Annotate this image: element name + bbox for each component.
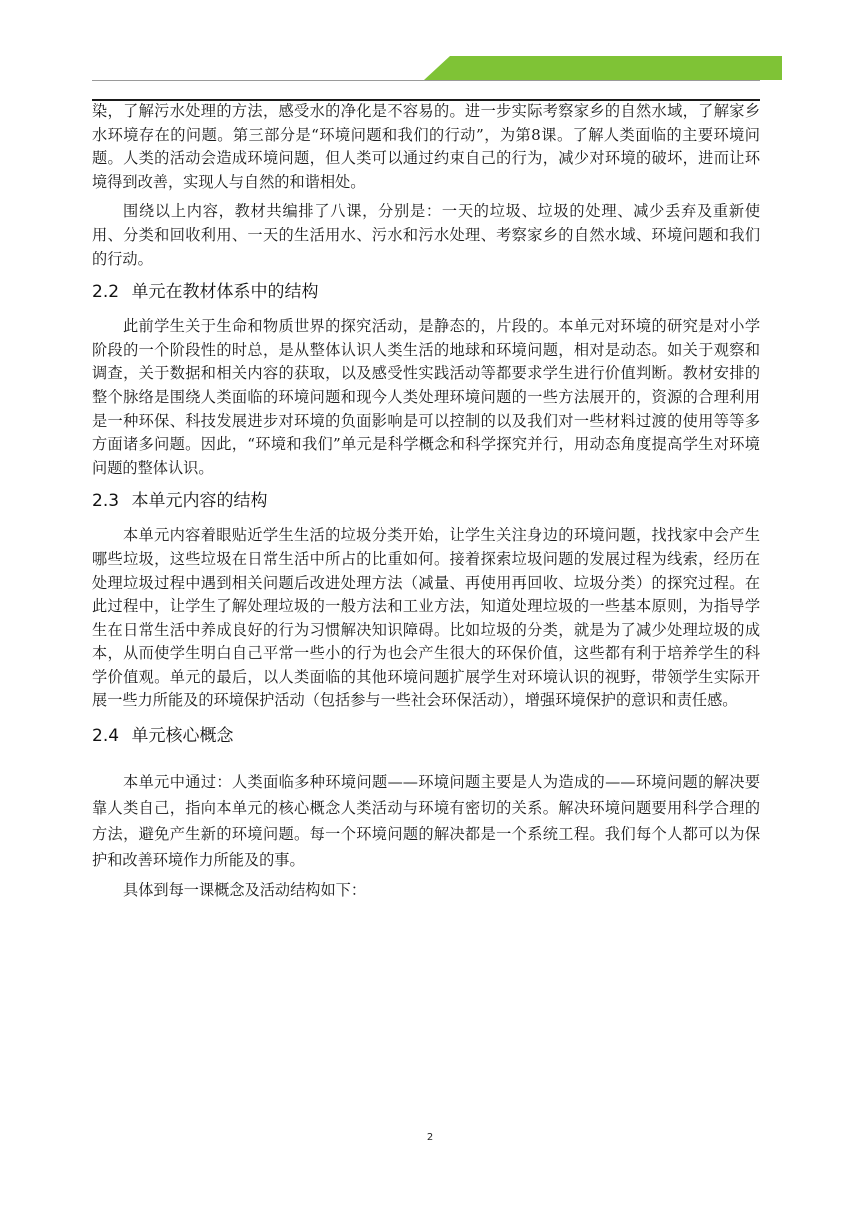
paragraph-lesson-list: 围绕以上内容，教材共编排了八课，分别是：一天的垃圾、垃圾的处理、减少丢弃及重新使用、分类和回收利用、一天的生活用水、污水和污水处理、考察家乡的自然水域、环境问题和我们的行动。 [92, 202, 760, 268]
section-title: 单元核心概念 [131, 726, 234, 747]
paragraph-core-concept: 本单元中通过：人类面临多种环境问题——环境问题主要是人为造成的——环境问题的解决要靠人类自己，指向本单元的核心概念人类活动与环境有密切的关系。解决环境问题要用科学合理的方法，避免产生新的环境问题。每一个环境问题的解决都是一个系统工程。我们每个人都可以为保护和改善环境作力所能及的事。 [92, 773, 760, 870]
paragraph-lesson-intro: 具体到每一课概念及活动结构如下： [123, 881, 366, 900]
page-number: 2 [426, 1132, 434, 1143]
section-title: 单元在教材体系中的结构 [131, 282, 319, 303]
paragraph-content-structure: 本单元内容着眼贴近学生生活的垃圾分类开始，让学生关注身边的环境问题，找找家中会产生哪些垃圾，这些垃圾在日常生活中所占的比重如何。接着探索垃圾问题的发展过程为线索，经历在处理垃圾过程中遇到相关问题后改进处理方法（减量、再使用再回收、垃圾分类）的探究过程。在此过程中，让学生了解处理垃圾的一般方法和工业方法，知道处理垃圾的一些基本原则，为指导学生在日常生活中养成良好的行为习惯解决知识障碍。比如垃圾的分类，就是为了减少处理垃圾的成本，从而使学生明白自己平常一些小的行为也会产生很大的环保价值，这些都有利于培养学生的科学价值观。单元的最后，以人类面临的其他环境问题扩展学生对环境认识的视野，带领学生实际开展一些力所能及的环境保护活动（包括参与一些社会环保活动），增强环境保护的意识和责任感。 [92, 526, 760, 710]
section-number: 2.2 [92, 282, 120, 303]
paragraph-structure: 此前学生关于生命和物质世界的探究活动，是静态的，片段的。本单元对环境的研究是对小学阶段的一个阶段性的时总，是从整体认识人类生活的地球和环境问题，相对是动态。如关于观察和调查，关于数据和相关内容的获取，以及感受性实践活动等都要求学生进行价值判断。教材安排的整个脉络是围绕人类面临的环境问题和现今人类处理环境问题的一些方法展开的，资源的合理利用是一种环保、科技发展进步对环境的负面影响是可以控制的以及我们对一些材料过渡的使用等等多方面诸多问题。因此，“环境和我们”单元是科学概念和科学探究并行，用动态角度提高学生对环境问题的整体认识。 [92, 317, 760, 477]
section-heading-2-3 [92, 490, 760, 512]
header-accent-bar [424, 56, 782, 80]
section-heading-2-4 [92, 725, 760, 747]
section-number: 2.3 [92, 491, 120, 512]
section-title: 本单元内容的结构 [131, 491, 268, 512]
paragraph-continued: 染，了解污水处理的方法，感受水的净化是不容易的。进一步实际考察家乡的自然水域，了解家乡水环境存在的问题。第三部分是“环境问题和我们的行动”，为第8课。了解人类面临的主要环境问题。人类的活动会造成环境问题，但人类可以通过约束自己的行为，减少对环境的破坏，进而让环境得到改善，实现人与自然的和谐相处。 [92, 102, 760, 191]
header-line [92, 80, 760, 81]
document-body [92, 100, 760, 903]
section-heading-2-2 [92, 281, 760, 303]
section-number: 2.4 [92, 726, 120, 747]
